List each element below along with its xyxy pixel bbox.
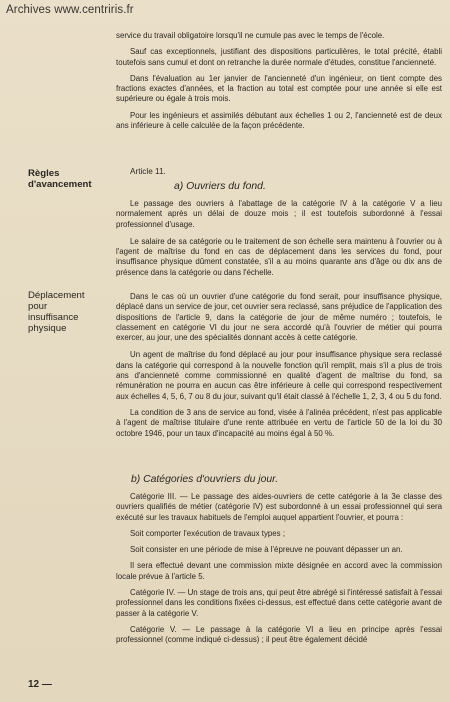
section-heading-b: b) Catégories d'ouvriers du jour. — [131, 474, 279, 485]
section-a-continued — [116, 292, 442, 439]
paragraph: Catégorie V. — Le passage à la catégorie VI a lieu en principe après l'essai professionnel (comme indiqué ci-dessus) ; il peut être également décidé — [116, 624, 442, 645]
paragraph: Catégorie III. — Le passage des aides-ouvriers de cette catégorie à la 3e classe des ouvriers qualifiés de métier (catégorie IV) est subordonné à un essai professionnel qui sera exécuté sur les travaux habituels de l'emploi auquel appartient l'ouvrier, et pourra : — [116, 492, 442, 522]
paragraph: Dans l'évaluation au 1er janvier de l'ancienneté d'un ingénieur, on tient compte des fractions exactes d'années, et la fraction au total est comptée pour une année si elle est supérieure ou égale à trois mois. — [116, 73, 442, 104]
section-b — [116, 492, 442, 646]
side-title-deplacement — [28, 290, 118, 334]
watermark: Archives www.centriris.fr — [6, 4, 134, 16]
side-title-regles — [28, 168, 118, 190]
paragraph: Le salaire de sa catégorie ou le traitement de son échelle sera maintenu à l'ouvrier ou à l'agent de maîtrise du fond en cas de déplacement dans les services du fond, pour insuffisance physique dûment constatée, s'il a au moins quarante ans d'âge ou dix ans de présence dans la catégorie ou dans l'échelle. — [116, 236, 442, 277]
paragraph: Un agent de maîtrise du fond déplacé au jour pour insuffisance physique sera reclassé dans la catégorie qui correspond à la nouvelle fonction qu'il remplit, mais s'il a plus de trois ans d'ancienneté comme commissionné en qualité d'agent de maîtrise du fond, sa rémunération ne pourra en aucun cas être inférieure à celle qui correspond respectivement aux échelles 4, 5, 6, 7 ou 8 du jour, suivant qu'il était classé à l'échelle 1, 2, 3, 4 ou 5 du fond. — [116, 350, 442, 401]
side-title-line: Déplacement — [28, 290, 85, 301]
paragraph: Pour les ingénieurs et assimilés débutant aux échelles 1 ou 2, l'ancienneté est de deux ans inférieure à celle calculée de la façon précédente. — [116, 110, 442, 131]
paragraph: Soit consister en une période de mise à l'épreuve ne pouvant dépasser un an. — [130, 545, 403, 555]
paragraph: Dans le cas où un ouvrier d'une catégorie du fond serait, pour insuffisance physique, déplacé dans un service de jour, cet ouvrier sera reclassé, sans préjudice de l'application des dispositions de l'article 9, dans la catégorie de jour de même numéro ; toutefois, le classement en catégorie VI du jour ne sera accordé qu'à l'ouvrier de métier qui pourra exercer, au jour, une des spécialités donnant accès à cette catégorie. — [116, 292, 442, 343]
paragraph: Il sera effectué devant une commission mixte désignée en accord avec la commission locale prévue à l'article 5. — [116, 561, 442, 581]
intro-block — [116, 31, 442, 131]
side-title-line: d'avancement — [28, 179, 92, 190]
paragraph: Soit comporter l'exécution de travaux types ; — [130, 528, 286, 538]
side-title-line: Règles — [28, 168, 60, 179]
side-title-line: pour — [28, 301, 48, 312]
side-title-line: insuffisance — [28, 312, 79, 323]
section-a — [116, 199, 442, 278]
page-number: 12 — — [28, 679, 52, 690]
paragraph: La condition de 3 ans de service au fond, visée à l'alinéa précédent, n'est pas applicable à l'agent de maîtrise titulaire d'une rente attribuée en vertu de l'article 50 de la loi du 30 octobre 1946, pour un taux d'incapacité au moins égal à 50 %. — [116, 407, 442, 438]
article-label: Article 11. — [130, 167, 166, 176]
section-heading-a: a) Ouvriers du fond. — [174, 181, 266, 192]
paragraph: Sauf cas exceptionnels, justifiant des dispositions particulières, le total précité, établi toutefois sans cumul et dont on retranche la durée normale d'études, constitue l'ancienneté. — [116, 47, 442, 67]
side-title-line: physique — [28, 323, 67, 334]
intro-line: service du travail obligatoire lorsqu'il ne cumule pas avec le temps de l'école. — [116, 31, 385, 40]
paragraph: Catégorie IV. — Un stage de trois ans, qui peut être abrégé si l'intéressé satisfait à l'essai professionnel dans les conditions fixées ci-dessus, est effectué dans cette catégorie avant de passer à la catégorie V. — [116, 588, 442, 618]
paragraph: Le passage des ouvriers à l'abattage de la catégorie IV à la catégorie V a lieu normalement après un délai de douze mois ; il est toutefois subordonné à l'essai professionnel d'usage. — [116, 199, 442, 229]
